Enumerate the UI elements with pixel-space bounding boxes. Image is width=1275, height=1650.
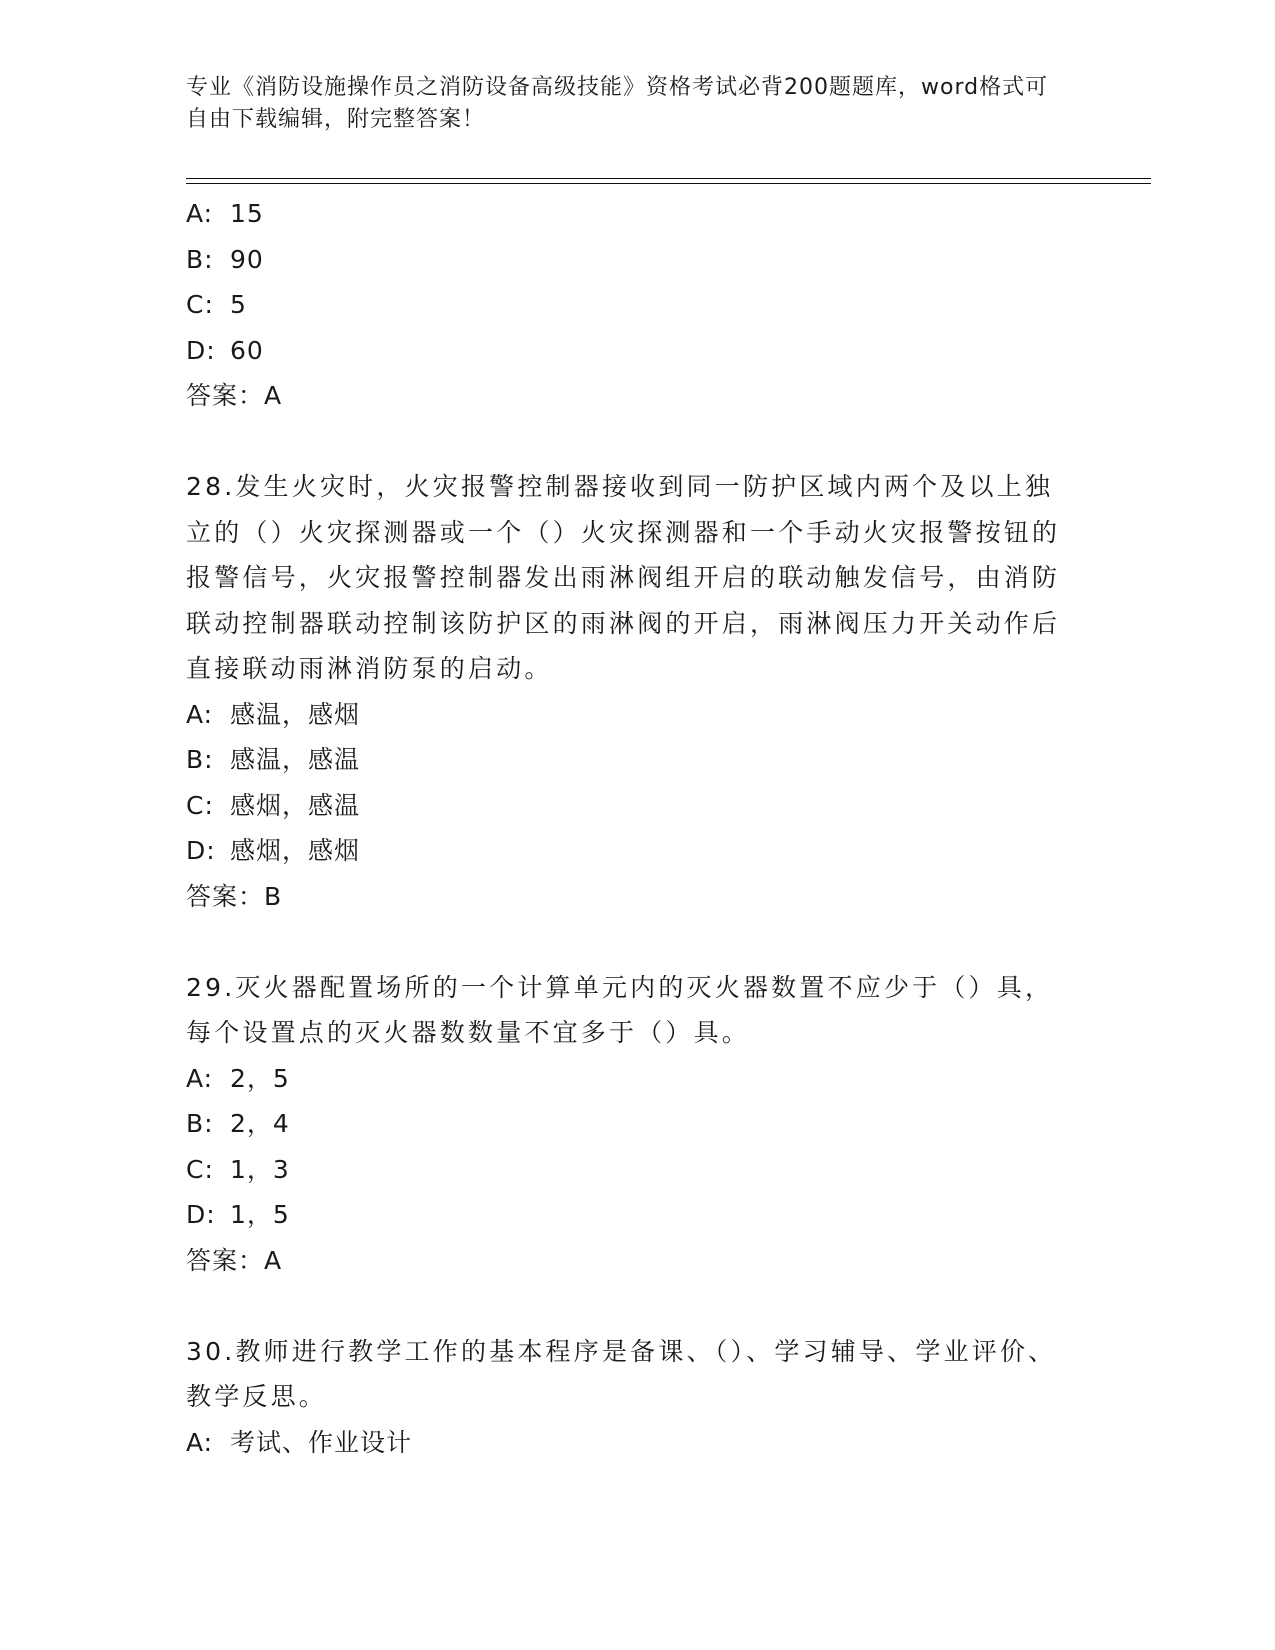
- question-stem: 30.教师进行教学工作的基本程序是备课、（）、学习辅导、学业评价、教学反思。: [186, 1336, 1057, 1411]
- option-a: A: 15: [186, 199, 264, 228]
- answer-line: 答案：A: [186, 1245, 283, 1275]
- question-28: [186, 464, 1076, 919]
- option-d: D: 1，5: [186, 1200, 290, 1229]
- answer-line: 答案：A: [186, 381, 283, 410]
- option-d: D: 60: [186, 335, 264, 365]
- header-rule-top: [186, 178, 1151, 179]
- option-a: A: 考试、作业设计: [186, 1427, 413, 1457]
- prev-question-options: [186, 191, 1076, 419]
- option-a: A: 2，5: [186, 1063, 290, 1093]
- question-30: [186, 1329, 1076, 1466]
- option-b: B: 2，4: [186, 1109, 290, 1138]
- option-c: C: 5: [186, 290, 247, 319]
- option-c: C: 1，3: [186, 1154, 290, 1184]
- question-stem: 28.发生火灾时，火灾报警控制器接收到同一防护区域内两个及以上独立的（）火灾探测器或一个（）火灾探测器和一个手动火灾报警按钮的报警信号，火灾报警控制器发出雨淋阀组开启的联动触发信号，由消防联动控制器联动控制该防护区的雨淋阀的开启，雨淋阀压力开关动作后直接联动雨淋消防泵的启动。: [186, 472, 1061, 683]
- option-b: B: 感温，感温: [186, 745, 361, 774]
- option-a: A: 感温，感烟: [186, 699, 361, 729]
- option-b: B: 90: [186, 244, 264, 274]
- question-stem: 29.灭火器配置场所的一个计算单元内的灭火器数置不应少于（）具，每个设置点的灭火器数数量不宜多于（）具。: [186, 972, 1054, 1047]
- page-header: 专业《消防设施操作员之消防设备高级技能》资格考试必背200题题库，word格式可自由下载编辑，附完整答案！: [186, 75, 1049, 132]
- option-c: C: 感烟，感温: [186, 790, 361, 820]
- question-content: [186, 191, 1076, 1465]
- option-d: D: 感烟，感烟: [186, 836, 361, 865]
- header-rule-bottom: [186, 183, 1151, 184]
- question-29: [186, 965, 1076, 1284]
- answer-line: 答案：B: [186, 881, 283, 911]
